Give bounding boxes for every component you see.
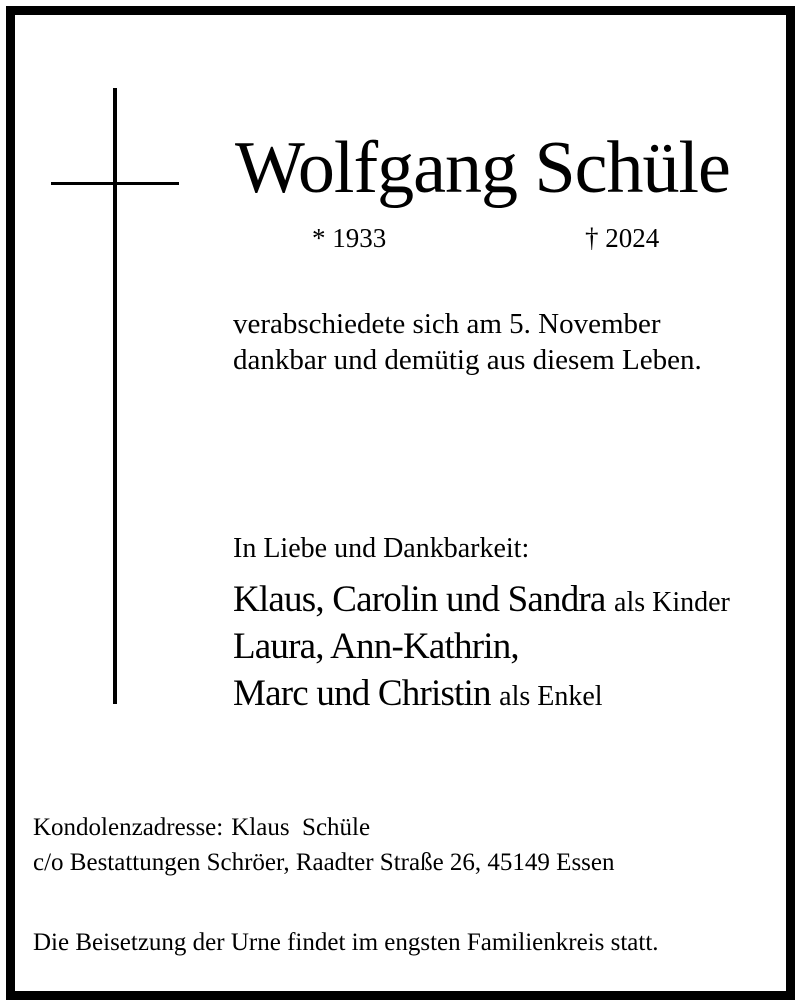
- condolence-label: Kondolenzadresse:: [33, 814, 224, 841]
- message-line-1: verabschiedete sich am 5. November: [233, 308, 661, 340]
- condolence-address: c/o Bestattungen Schröer, Raadter Straße 26, 45149 Essen: [33, 849, 615, 876]
- condolence-line: [33, 812, 370, 844]
- mourners-intro: In Liebe und Dankbarkeit:: [233, 533, 530, 564]
- grandchildren-names: Marc und Christin: [233, 673, 491, 714]
- condolence-recipient: Klaus Schüle: [231, 814, 371, 841]
- children-names: Klaus, Carolin und Sandra: [233, 579, 606, 620]
- death-year: † 2024: [585, 223, 660, 253]
- cross-icon-vertical: [113, 88, 117, 704]
- birth-year: * 1933: [312, 223, 387, 253]
- burial-note: Die Beisetzung der Urne findet im engsten Familienkreis statt.: [33, 929, 659, 956]
- cross-icon-horizontal: [51, 182, 179, 185]
- grandchildren-role: als Enkel: [499, 681, 603, 712]
- children-line: [233, 578, 730, 625]
- children-role: als Kinder: [614, 587, 730, 618]
- deceased-name: Wolfgang Schüle: [235, 127, 730, 209]
- grandchildren-line-1: Laura, Ann-Kathrin,: [233, 626, 519, 667]
- message-line-2: dankbar und demütig aus diesem Leben.: [233, 344, 702, 376]
- grandchildren-line-2: [233, 672, 603, 719]
